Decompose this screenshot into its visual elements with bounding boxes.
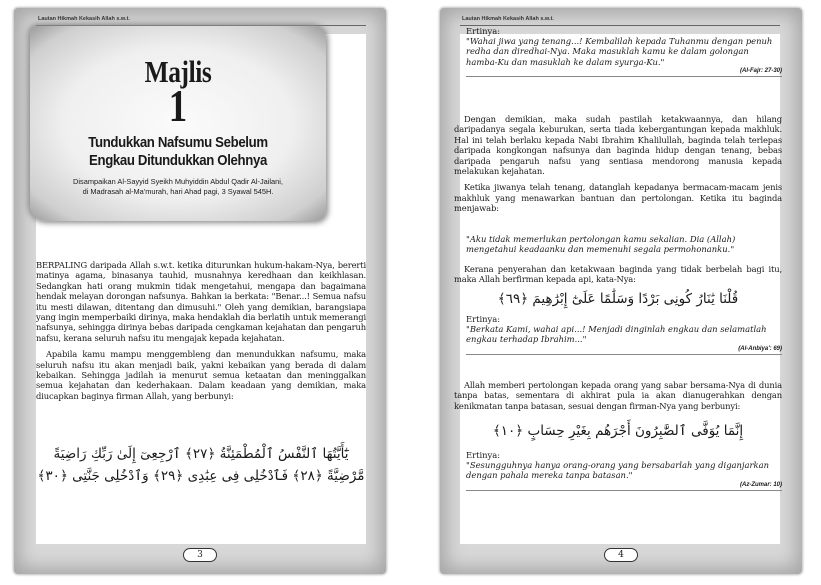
chapter-title-line-1: Tundukkan Nafsumu Sebelum	[88, 134, 268, 151]
quote-anbiya-rule	[466, 354, 782, 355]
arabic-line-1: يَٰٓأَيَّتُهَا ٱلنَّفْسُ ٱلْمُطْمَئِنَّةُ ﴿٢٧﴾ ٱرْجِعِىٓ إِلَىٰ رَبِّكِ رَاضِيَةً	[53, 446, 349, 462]
right-paragraph-3: Kerana penyerahan dan ketakwaan baginda yang tidak berbelah bagi itu, maka Allah berfirman kepada api, kata-Nya:	[454, 264, 782, 285]
quote-anbiya-text: "Berkata Kami, wahai api...! Menjadi dinginlah engkau dan selamatlah engkau terhadap Ibrahim..."	[466, 324, 767, 345]
chapter-title-line-2: Engkau Ditundukkan Olehnya	[89, 152, 267, 169]
page-number-left: 3	[183, 548, 217, 562]
arabic-verse-zumar: إِنَّمَا يُوَفَّى ٱلصَّٰبِرُونَ أَجْرَهُم بِغَيْرِ حِسَابٍ ﴿١٠﴾	[492, 423, 744, 439]
left-paragraph-2: Apabila kamu mampu menggembleng dan menundukkan nafsumu, maka seluruh nafsu itu akan menjadi baik, yakni kebaikan yang berada di dalam kebaikan. Sehingga jadilah ia menurut semua ketaatan dan meninggalkan semua kejahatan dan kederhakaan. Dalam keadaan yang demikian, maka diucapkan baginya firman Allah, yang berbunyi:	[36, 349, 366, 401]
quote-anbiya-label: Ertinya:	[466, 314, 501, 324]
chapter-subtitle	[42, 177, 314, 197]
right-body-text-1	[454, 114, 782, 220]
chapter-title	[57, 134, 300, 170]
right-body-text-2	[454, 264, 782, 291]
page-number-right: 4	[604, 548, 638, 562]
quote-zumar-label: Ertinya:	[466, 450, 501, 460]
quote-ibrahim	[466, 234, 782, 255]
quote-anbiya	[466, 314, 782, 355]
right-paragraph-1: Dengan demikian, maka sudah pastilah ketakwaannya, dan hilang daripadanya segala keburukan, serta tiada kebergantungan kepada makhluk. Hal ini telah berlaku kepada Nabi Ibrahim Khalilullah, baginda telah terlepas daripada kongkongan nafsunya dan baginda hidup dengan tenang, bebas daripada pengaruh nafsu yang sentiasa mendorong manusia kepada melakukan kejahatan.	[454, 114, 782, 177]
quote-fajr-reference: (Al-Fajr: 27-30)	[739, 68, 782, 75]
quote-zumar-text: "Sesungguhnya hanya orang-orang yang bersabarlah yang diganjarkan dengan pahala mereka tanpa batasan."	[466, 460, 769, 481]
left-page	[14, 8, 386, 574]
majlis-heading: Majlis	[144, 54, 212, 89]
right-running-head: Lautan Hikmah Kekasih Allah s.w.t.	[462, 16, 554, 22]
left-running-head: Lautan Hikmah Kekasih Allah s.w.t.	[38, 16, 130, 22]
quote-ibrahim-text: "Aku tidak memerlukan pertolongan kamu sekalian. Dia (Allah) mengetahui keadaanku dan memenuhi segala permohonanku."	[466, 234, 736, 255]
title-parchment	[30, 26, 326, 221]
arabic-line-2: مَّرْضِيَّةً ﴿٢٨﴾ فَٱدْخُلِى فِى عِبَٰدِى ﴿٢٩﴾ وَٱدْخُلِى جَنَّتِى ﴿٣٠﴾	[37, 468, 365, 484]
arabic-verse-anbiya: قُلْنَا يَٰنَارُ كُونِى بَرْدًا وَسَلَٰمًا عَلَىٰٓ إِبْرَٰهِيمَ ﴿٦٩﴾	[497, 291, 739, 307]
left-body-text	[36, 260, 366, 407]
quote-zumar-rule	[466, 490, 782, 491]
right-page	[440, 8, 802, 574]
arabic-verse-fajr	[36, 443, 366, 487]
quote-fajr-rule	[466, 76, 782, 77]
majlis-number: 1	[168, 80, 188, 131]
right-paragraph-2: Ketika jiwanya telah tenang, datanglah kepadanya bermacam-macam jenis makhluk yang menawarkan bantuan dan pertolongan. Ketika itu baginda menjawab:	[454, 182, 782, 214]
quote-zumar	[466, 450, 782, 491]
quote-fajr	[466, 26, 782, 77]
right-body-text-3	[454, 380, 782, 417]
quote-anbiya-reference: (Al-Anbiya': 69)	[738, 345, 782, 352]
subtitle-line-2: di Madrasah al-Ma'murah, hari Ahad pagi, 3 Syawal 545H.	[82, 187, 274, 196]
left-paragraph-1: BERPALING daripada Allah s.w.t. ketika diturunkan hukum-hakam-Nya, bererti matinya agama, binasanya tauhid, musnahnya keredhaan dan keikhlasan. Sedangkan hati orang mukmin tidak mengetahui, mengapa dan bagaimana hendak melayan dorongan nafsunya. Bahkan ia berkata: "Benar...! Semua nafsu itu mesti dilawan, ditentang dan dimusuhi." Oleh yang demikian, barangsiapa yang ingin memperbaiki dirinya, maka hendaklah dia berlatih untuk memerangi nafsunya, sehingga dirinya bebas daripada cengkaman kejahatan dan pengaruh nafsu, kerana seluruh nafsu itu mengajak kepada kejahatan.	[36, 260, 366, 343]
quote-zumar-reference: (Az-Zumar: 10)	[739, 481, 782, 488]
subtitle-line-1: Disampaikan Al-Sayyid Syeikh Muhyiddin Abdul Qadir Al-Jailani,	[73, 177, 283, 186]
quote-fajr-text: "Wahai jiwa yang tenang...! Kembalilah kepada Tuhanmu dengan penuh redha dan diredhai-Nya. Maka masuklah kamu ke dalam golongan hamba-Ku dan masuklah ke dalam syurga-Ku."	[466, 36, 773, 67]
right-paragraph-4: Allah memberi pertolongan kepada orang yang sabar bersama-Nya di dunia tanpa batas, sementara di akhirat pula ia akan dianugerahkan dengan kenikmatan tanpa batasan, sesuai dengan firman-Nya yang berbunyi:	[454, 380, 782, 411]
quote-fajr-label: Ertinya:	[466, 26, 501, 36]
